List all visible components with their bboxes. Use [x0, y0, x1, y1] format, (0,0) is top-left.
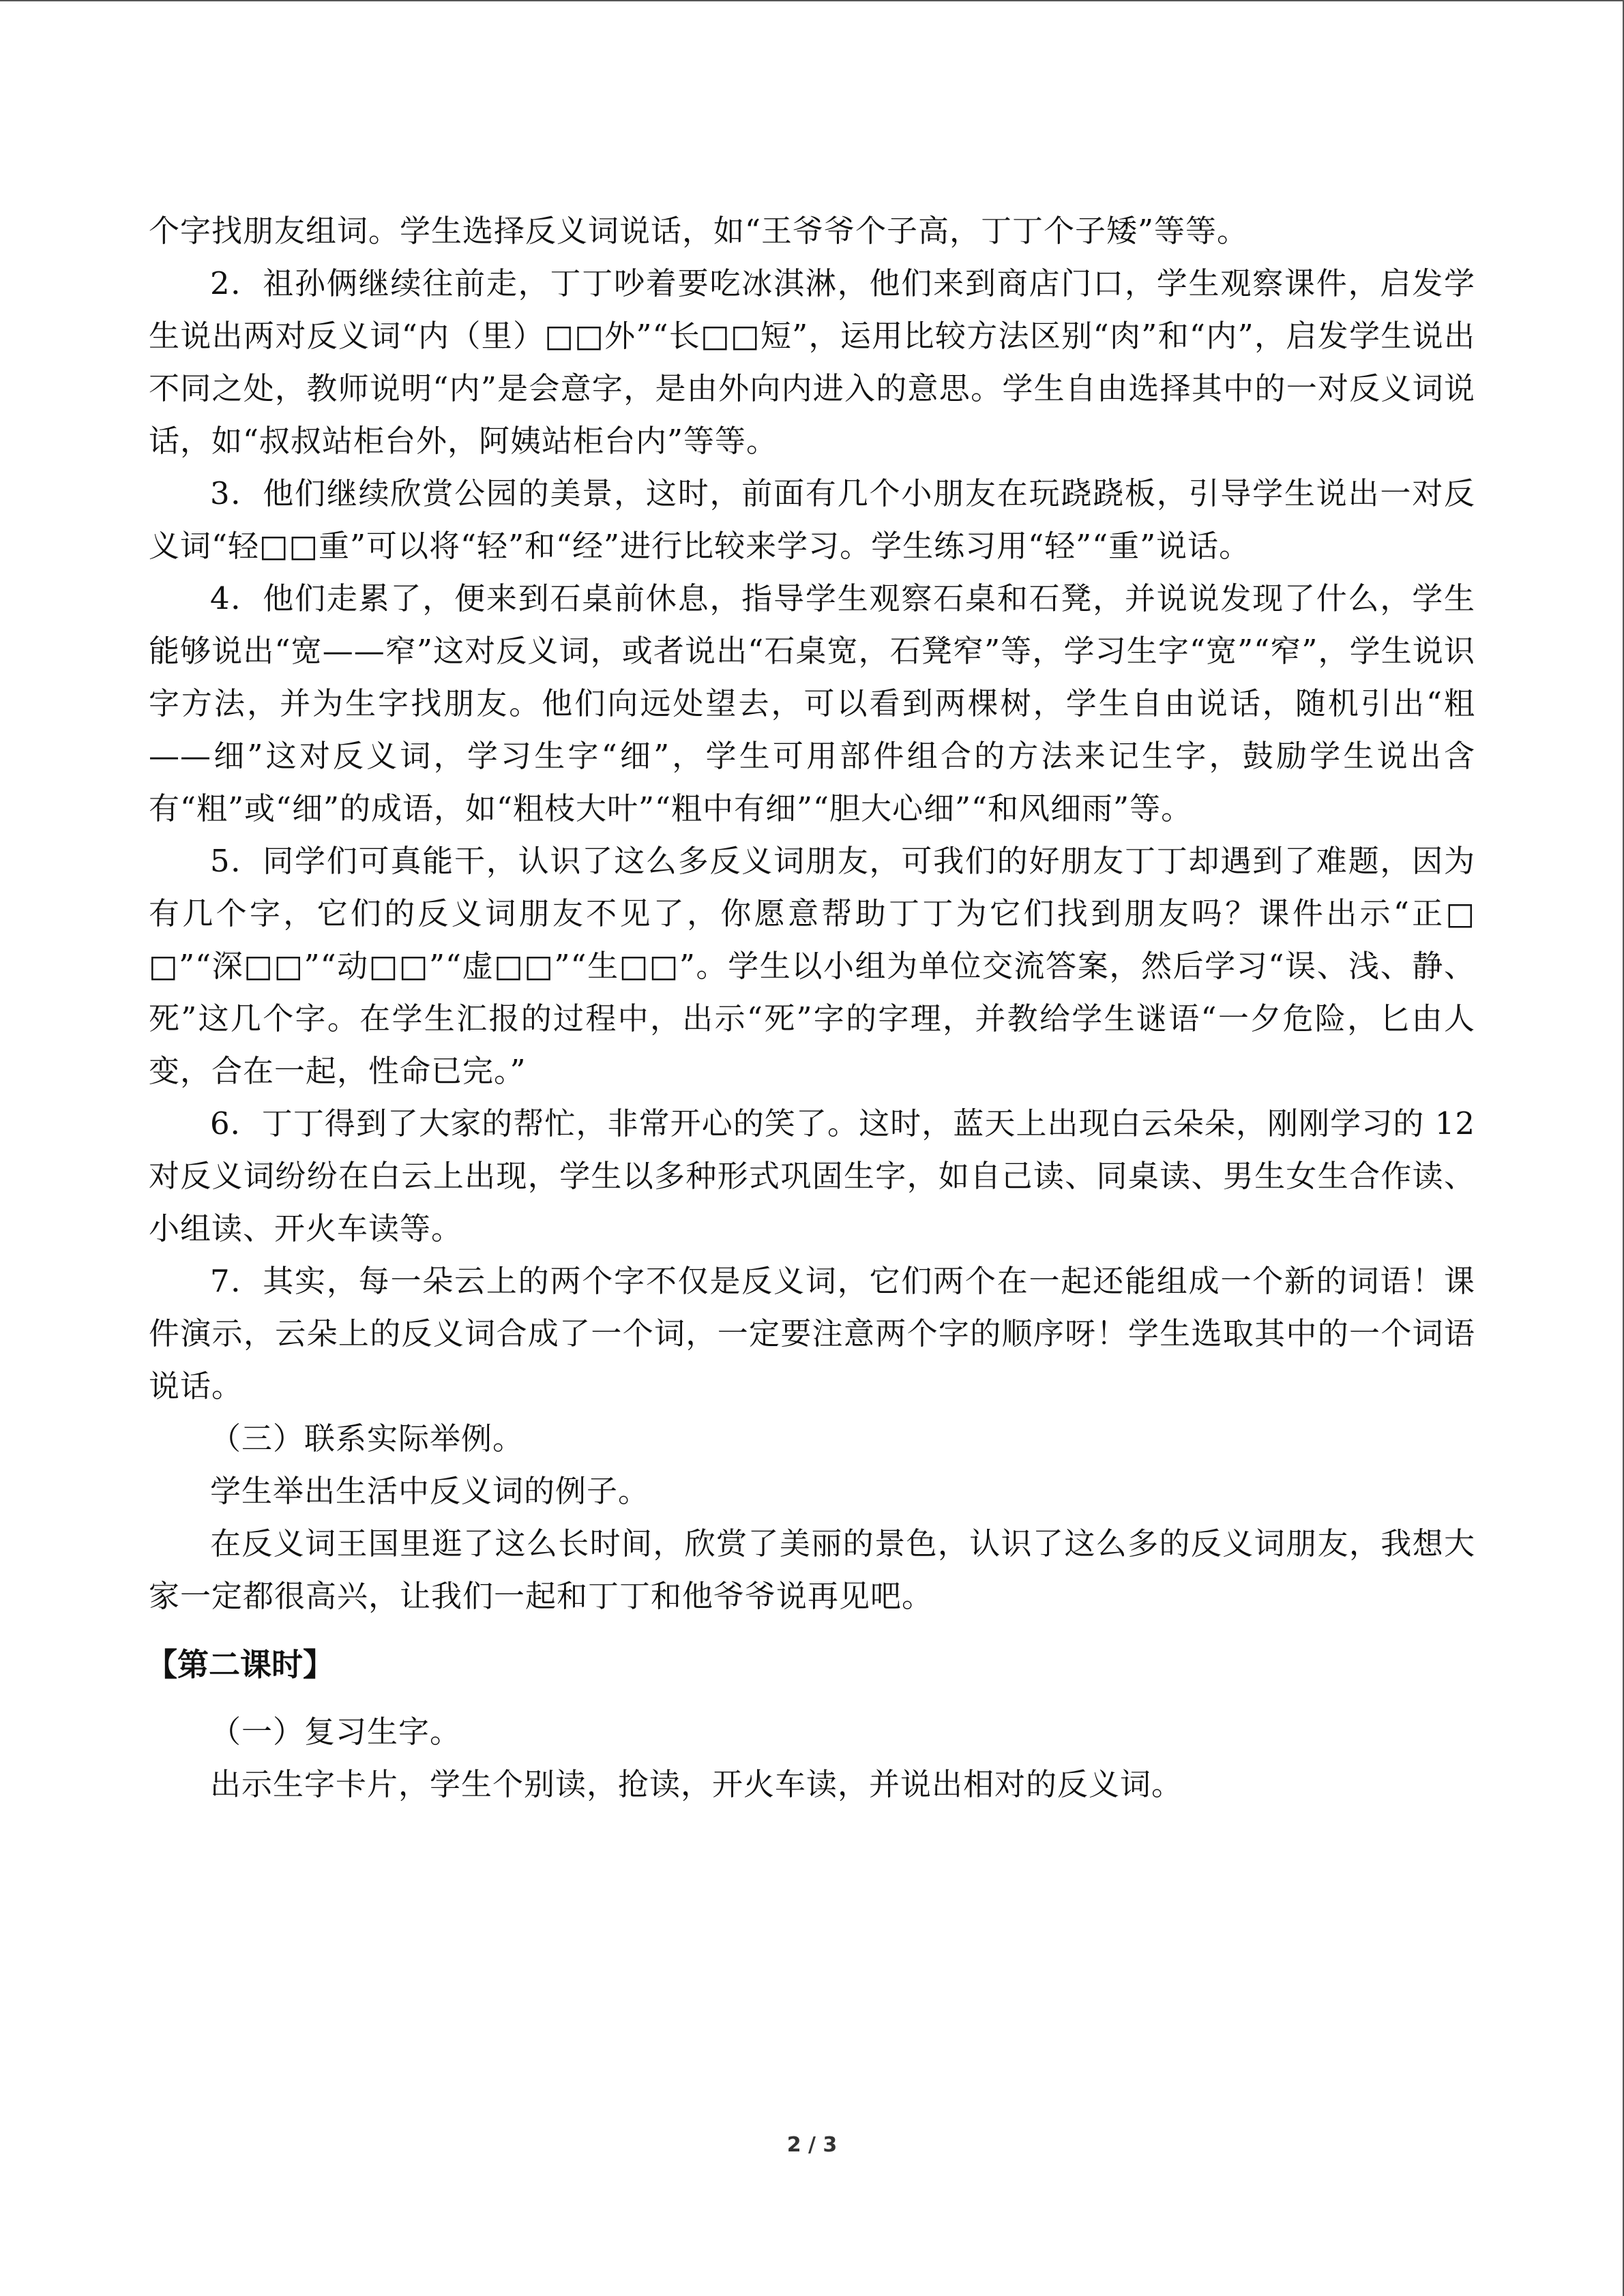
paragraph-item-7: 7．其实，每一朵云上的两个字不仅是反义词，它们两个在一起还能组成一个新的词语！课件演示，云朵上的反义词合成了一个词，一定要注意两个字的顺序呀！学生选取其中的一个词语说话。: [149, 1263, 1475, 1404]
section-heading-1: （一）复习生字。: [210, 1714, 462, 1750]
paragraph-review: 出示生字卡片，学生个别读，抢读，开火车读，并说出相对的反义词。: [210, 1766, 1183, 1802]
paragraph-item-5: 5．同学们可真能干，认识了这么多反义词朋友，可我们的好朋友丁丁却遇到了难题，因为有几个字，它们的反义词朋友不见了，你愿意帮助丁丁为它们找到朋友吗？课件出示“正□□”“深□□”“动□□”“虚□□”“生□□”。学生以小组为单位交流答案，然后学习“误、浅、静、死”这几个字。在学生汇报的过程中，出示“死”字的字理，并教给学生谜语“一夕危险，匕由人变，合在一起，性命已完。”: [149, 843, 1475, 1089]
paragraph-item-3: 3．他们继续欣赏公园的美景，这时，前面有几个小朋友在玩跷跷板，引导学生说出一对反义词“轻□□重”可以将“轻”和“经”进行比较来学习。学生练习用“轻”“重”说话。: [149, 475, 1475, 564]
paragraph-continued: 个字找朋友组词。学生选择反义词说话，如“王爷爷个子高，丁丁个子矮”等等。: [149, 213, 1249, 249]
lesson-heading: 【第二课时】: [146, 1646, 334, 1683]
paragraph-closing: 在反义词王国里逛了这么长时间，欣赏了美丽的景色，认识了这么多的反义词朋友，我想大家一定都很高兴，让我们一起和丁丁和他爷爷说再见吧。: [149, 1525, 1475, 1614]
section-heading-3: （三）联系实际举例。: [210, 1420, 525, 1457]
paragraph-item-4: 4．他们走累了，便来到石桌前休息，指导学生观察石桌和石凳，并说说发现了什么，学生能够说出“宽——窄”这对反义词，或者说出“石桌宽，石凳窄”等，学习生字“宽”“窄”，学生说识字方法，并为生字找朋友。他们向远处望去，可以看到两棵树，学生自由说话，随机引出“粗——细”这对反义词，学习生字“细”，学生可用部件组合的方法来记生字，鼓励学生说出含有“粗”或“细”的成语，如“粗枝大叶”“粗中有细”“胆大心细”“和风细雨”等。: [149, 580, 1475, 826]
page-number: 2 / 3: [786, 2133, 838, 2157]
paragraph-item-6: 6．丁丁得到了大家的帮忙，非常开心的笑了。这时，蓝天上出现白云朵朵，刚刚学习的 12 对反义词纷纷在白云上出现，学生以多种形式巩固生字，如自己读、同桌读、男生女生合作读、小组读、开火车读等。: [149, 1105, 1475, 1247]
document-body: [146, 205, 1475, 1810]
paragraph-item-2: 2．祖孙俩继续往前走，丁丁吵着要吃冰淇淋，他们来到商店门口，学生观察课件，启发学生说出两对反义词“内（里）□□外”“长□□短”，运用比较方法区别“肉”和“内”，启发学生说出不同之处，教师说明“内”是会意字，是由外向内进入的意思。学生自由选择其中的一对反义词说话，如“叔叔站柜台外，阿姨站柜台内”等等。: [149, 265, 1475, 459]
paragraph-examples: 学生举出生活中反义词的例子。: [210, 1473, 650, 1509]
